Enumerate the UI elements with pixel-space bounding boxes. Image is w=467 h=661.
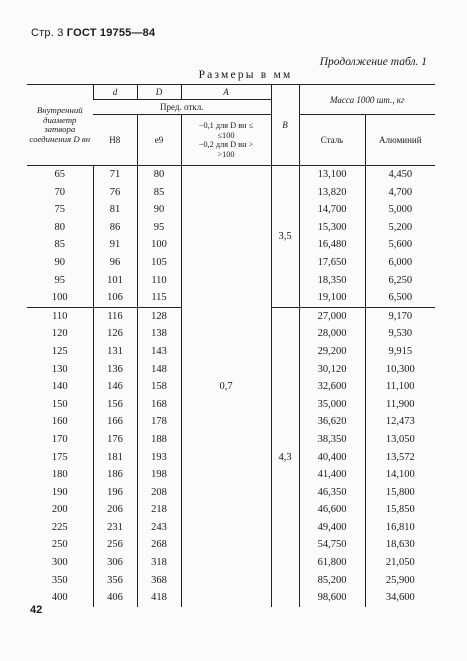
cell-steel: 16,480: [299, 236, 365, 254]
cell-aluminium: 5,600: [365, 236, 435, 254]
col-header-d: d: [93, 85, 137, 100]
tolerance-A-line3: −0,2 для D вн >: [198, 140, 254, 149]
col-header-mass: Масса 1000 шт., кг: [299, 85, 435, 115]
cell-d: 181: [93, 449, 137, 467]
cell-inner-diameter: 120: [51, 328, 68, 340]
cell-aluminium: 5,000: [365, 201, 435, 219]
cell-d: 231: [93, 519, 137, 537]
cell-steel: 36,620: [299, 413, 365, 431]
cell-d: 136: [93, 361, 137, 379]
cell-aluminium: 12,473: [365, 413, 435, 431]
cell-d: 81: [93, 201, 137, 219]
cell-inner-diameter: 175: [51, 451, 68, 463]
cell-A: 0,7: [181, 166, 271, 607]
cell-aluminium: 9,170: [365, 307, 435, 325]
col-header-inner-diameter: Внутренний диаметр затвора соединения D вн: [27, 85, 93, 166]
cell-steel: 28,000: [299, 325, 365, 343]
cell-inner-diameter: 80: [54, 221, 65, 233]
cell-inner-diameter: 190: [51, 486, 68, 498]
cell-D: 105: [137, 254, 181, 272]
cell-d: 71: [93, 166, 137, 184]
cell-aluminium: 13,572: [365, 449, 435, 467]
cell-d: 176: [93, 431, 137, 449]
cell-D: 178: [137, 413, 181, 431]
cell-aluminium: 14,100: [365, 466, 435, 484]
cell-steel: 15,300: [299, 219, 365, 237]
cell-steel: 38,350: [299, 431, 365, 449]
cell-steel: 19,100: [299, 289, 365, 307]
cell-d: 126: [93, 325, 137, 343]
cell-inner-diameter: 90: [54, 256, 65, 268]
cell-steel: 61,800: [299, 554, 365, 572]
cell-aluminium: 21,050: [365, 554, 435, 572]
cell-D: 218: [137, 501, 181, 519]
cell-inner-diameter: 250: [51, 539, 68, 551]
cell-D: 243: [137, 519, 181, 537]
cell-D: 268: [137, 536, 181, 554]
cell-inner-diameter: 350: [51, 574, 68, 586]
cell-steel: 46,600: [299, 501, 365, 519]
cell-d: 106: [93, 289, 137, 307]
cell-inner-diameter: 160: [51, 416, 68, 428]
cell-d: 166: [93, 413, 137, 431]
cell-steel: 17,650: [299, 254, 365, 272]
cell-d: 196: [93, 484, 137, 502]
col-header-aluminium: Алюминий: [365, 115, 435, 166]
cell-aluminium: 16,810: [365, 519, 435, 537]
cell-d: 186: [93, 466, 137, 484]
col-header-B: B: [271, 85, 299, 166]
cell-inner-diameter: 400: [51, 592, 68, 604]
cell-steel: 35,000: [299, 396, 365, 414]
cell-d: 146: [93, 378, 137, 396]
cell-steel: 98,600: [299, 589, 365, 607]
cell-d: 116: [93, 307, 137, 325]
tolerance-A: [181, 115, 271, 166]
cell-aluminium: 34,600: [365, 589, 435, 607]
cell-aluminium: 6,250: [365, 272, 435, 290]
cell-aluminium: 4,450: [365, 166, 435, 184]
cell-inner-diameter: 65: [54, 169, 65, 180]
cell-D: 143: [137, 343, 181, 361]
cell-D: 85: [137, 184, 181, 202]
cell-D: 138: [137, 325, 181, 343]
cell-d: 306: [93, 554, 137, 572]
cell-d: 96: [93, 254, 137, 272]
cell-steel: 13,820: [299, 184, 365, 202]
cell-D: 368: [137, 572, 181, 590]
cell-inner-diameter: 180: [51, 469, 68, 481]
dimensions-table: [27, 84, 435, 607]
cell-B-group1: 3,5: [271, 166, 299, 308]
table-body: [27, 166, 435, 607]
cell-steel: 18,350: [299, 272, 365, 290]
cell-aluminium: 11,100: [365, 378, 435, 396]
cell-aluminium: 5,200: [365, 219, 435, 237]
cell-aluminium: 18,630: [365, 536, 435, 554]
cell-D: 318: [137, 554, 181, 572]
cell-steel: 30,120: [299, 361, 365, 379]
cell-d: 156: [93, 396, 137, 414]
col-header-tolerance: Пред. откл.: [93, 100, 271, 115]
table-row: [27, 166, 435, 184]
cell-d: 76: [93, 184, 137, 202]
cell-d: 91: [93, 236, 137, 254]
table-continuation-caption: Продолжение табл. 1: [319, 56, 427, 68]
cell-D: 90: [137, 201, 181, 219]
cell-steel: 49,400: [299, 519, 365, 537]
cell-inner-diameter: 110: [52, 310, 68, 322]
col-header-steel: Сталь: [299, 115, 365, 166]
page-label: Стр. 3: [31, 27, 64, 39]
cell-steel: 27,000: [299, 307, 365, 325]
cell-inner-diameter: 140: [51, 381, 68, 393]
cell-D: 168: [137, 396, 181, 414]
cell-aluminium: 15,850: [365, 501, 435, 519]
cell-D: 198: [137, 466, 181, 484]
standard-code: ГОСТ 19755—84: [66, 27, 156, 39]
tolerance-d: H8: [93, 115, 137, 166]
cell-steel: 85,200: [299, 572, 365, 590]
cell-d: 206: [93, 501, 137, 519]
cell-aluminium: 15,800: [365, 484, 435, 502]
cell-D: 188: [137, 431, 181, 449]
cell-d: 86: [93, 219, 137, 237]
cell-D: 128: [137, 307, 181, 325]
cell-steel: 40,400: [299, 449, 365, 467]
cell-aluminium: 11,900: [365, 396, 435, 414]
tolerance-D: e9: [137, 115, 181, 166]
cell-D: 208: [137, 484, 181, 502]
cell-inner-diameter: 125: [51, 345, 68, 357]
cell-d: 356: [93, 572, 137, 590]
cell-steel: 14,700: [299, 201, 365, 219]
cell-d: 101: [93, 272, 137, 290]
tolerance-A-line4: >100: [217, 149, 235, 159]
cell-aluminium: 25,900: [365, 572, 435, 590]
cell-D: 193: [137, 449, 181, 467]
cell-aluminium: 10,300: [365, 361, 435, 379]
cell-D: 148: [137, 361, 181, 379]
cell-aluminium: 6,000: [365, 254, 435, 272]
cell-steel: 54,750: [299, 536, 365, 554]
col-header-A: A: [181, 85, 271, 100]
cell-D: 158: [137, 378, 181, 396]
cell-steel: 29,200: [299, 343, 365, 361]
tolerance-A-line2: ≤100: [217, 130, 235, 140]
cell-inner-diameter: 130: [51, 363, 68, 375]
cell-steel: 32,600: [299, 378, 365, 396]
dimensions-caption: Размеры в мм: [198, 69, 293, 81]
cell-aluminium: 4,700: [365, 184, 435, 202]
cell-inner-diameter: 300: [51, 557, 68, 569]
cell-D: 418: [137, 589, 181, 607]
cell-aluminium: 9,530: [365, 325, 435, 343]
cell-D: 115: [137, 289, 181, 307]
cell-inner-diameter: 170: [51, 433, 68, 445]
cell-B-group2: 4,3: [271, 307, 299, 607]
cell-steel: 46,350: [299, 484, 365, 502]
page-number: 42: [30, 604, 43, 616]
cell-D: 80: [137, 166, 181, 184]
cell-aluminium: 6,500: [365, 289, 435, 307]
cell-aluminium: 13,050: [365, 431, 435, 449]
cell-aluminium: 9,915: [365, 343, 435, 361]
cell-inner-diameter: 95: [54, 274, 65, 286]
cell-steel: 13,100: [299, 166, 365, 184]
cell-inner-diameter: 200: [51, 504, 68, 516]
cell-steel: 41,400: [299, 466, 365, 484]
cell-inner-diameter: 100: [27, 289, 93, 307]
cell-d: 131: [93, 343, 137, 361]
cell-inner-diameter: 150: [51, 398, 68, 410]
tolerance-A-line1: −0,1 для D вн ≤: [198, 121, 254, 130]
col-header-D: D: [137, 85, 181, 100]
cell-inner-diameter: 225: [51, 521, 68, 533]
cell-D: 110: [137, 272, 181, 290]
page-header: [31, 27, 155, 39]
cell-d: 256: [93, 536, 137, 554]
cell-inner-diameter: 85: [54, 239, 65, 251]
cell-inner-diameter: 70: [54, 186, 65, 198]
cell-D: 95: [137, 219, 181, 237]
cell-d: 406: [93, 589, 137, 607]
cell-D: 100: [137, 236, 181, 254]
cell-inner-diameter: 75: [54, 204, 65, 216]
